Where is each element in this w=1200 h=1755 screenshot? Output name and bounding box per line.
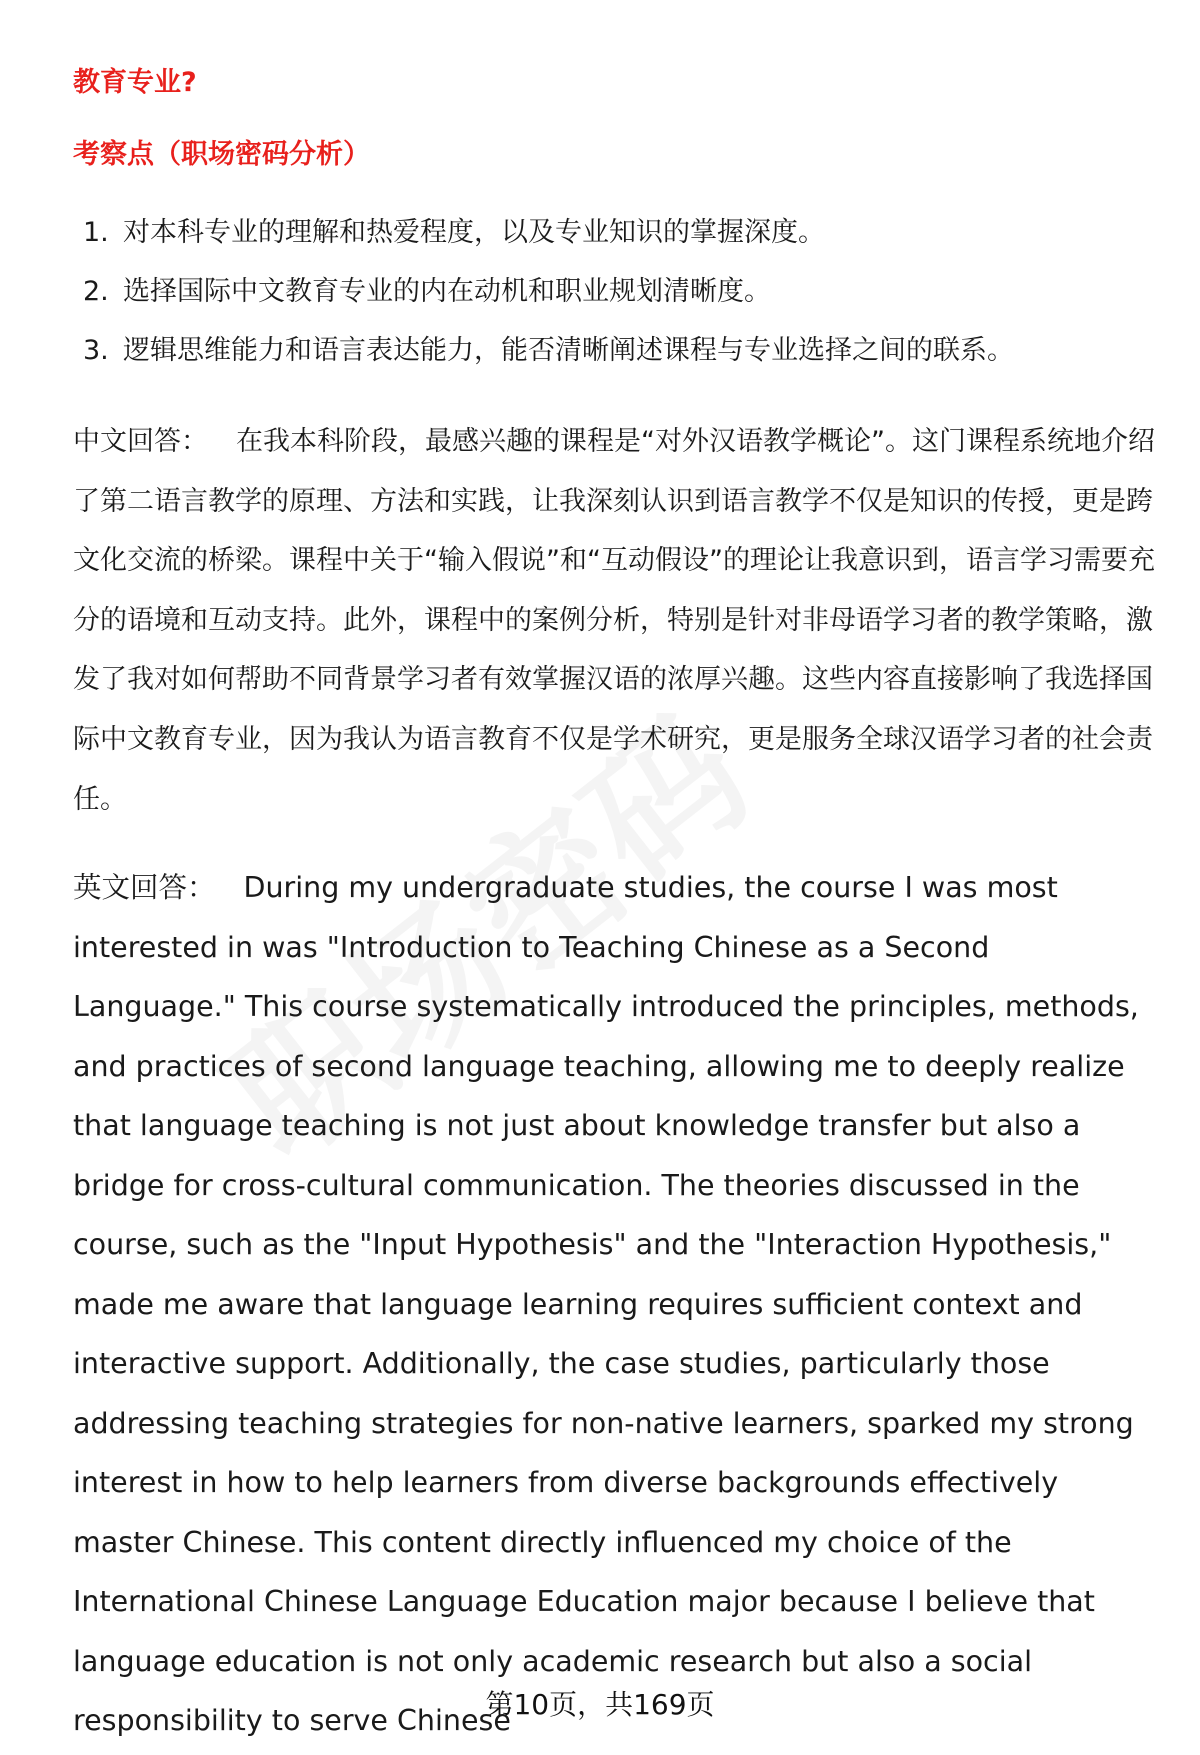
list-item-text: 逻辑思维能力和语言表达能力，能否清晰阐述课程与专业选择之间的联系。 (123, 335, 1014, 366)
list-item (83, 203, 1014, 262)
list-item-number: 2. (83, 276, 109, 307)
chinese-answer-label: 中文回答： (73, 426, 208, 457)
english-answer-label: 英文回答： (73, 871, 216, 904)
english-answer-text: During my undergraduate studies, the course I was most interested in was "Introduction to Teaching Chinese as a Second Language." This course systematically introduced the principles, methods, and practices of second language teaching, allowing me to deeply realize that language teaching is not just about knowledge transfer but also a bridge for cross-cultural communication. The theories discussed in the course, such as the "Input Hypothesis" and the "Interaction Hypothesis," made me aware that language learning requires sufficient context and interactive support. Additionally, the case studies, particularly those addressing teaching strategies for non-native learners, sparked my strong interest in how to help learners from diverse backgrounds effectively master Chinese. This content directly influenced my choice of the International Chinese Language Education major because I believe that language education is not only academic research but also a social responsibility to serve Chinese (73, 871, 1139, 1737)
list-item-text: 选择国际中文教育专业的内在动机和职业规划清晰度。 (123, 276, 771, 307)
list-item-number: 1. (83, 217, 109, 248)
list-item (83, 321, 1014, 380)
list-item-text: 对本科专业的理解和热爱程度，以及专业知识的掌握深度。 (123, 217, 825, 248)
chinese-answer-text: 在我本科阶段，最感兴趣的课程是“对外汉语教学概论”。这门课程系统地介绍了第二语言教学的原理、方法和实践，让我深刻认识到语言教学不仅是知识的传授，更是跨文化交流的桥梁。课程中关于“输入假说”和“互动假设”的理论让我意识到，语言学习需要充分的语境和互动支持。此外，课程中的案例分析，特别是针对非母语学习者的教学策略，激发了我对如何帮助不同背景学习者有效掌握汉语的浓厚兴趣。这些内容直接影响了我选择国际中文教育专业，因为我认为语言教育不仅是学术研究，更是服务全球汉语学习者的社会责任。 (73, 426, 1155, 815)
page-footer: 第10页，共169页 (485, 1688, 715, 1721)
section-heading: 考察点（职场密码分析） (73, 139, 370, 170)
list-item (83, 262, 1014, 321)
english-answer-paragraph (73, 858, 1158, 1751)
assessment-points-list (83, 203, 1014, 380)
chinese-answer-paragraph (73, 412, 1158, 829)
page-title: 教育专业? (73, 67, 197, 98)
list-item-number: 3. (83, 335, 109, 366)
